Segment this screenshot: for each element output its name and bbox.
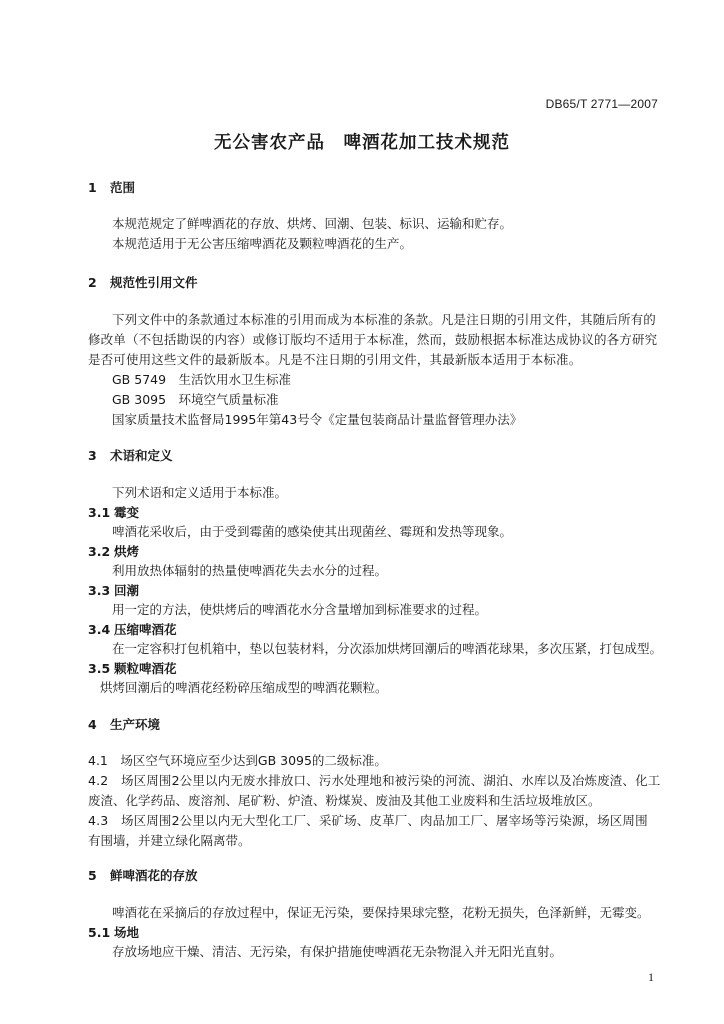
term-title: 压缩啤酒花 <box>114 622 177 637</box>
term-definition: 烘烤回潮后的啤酒花经粉碎压缩成型的啤酒花颗粒。 <box>100 680 388 695</box>
section-title: 规范性引用文件 <box>110 275 198 290</box>
clause-item-line: 有围墙，并建立绿化隔离带。 <box>88 833 251 848</box>
term-number: 3.4 <box>88 622 111 637</box>
term-heading <box>88 661 177 677</box>
term-title: 霉变 <box>114 505 140 520</box>
section-number: 4 <box>88 717 97 732</box>
term-title: 颗粒啤酒花 <box>114 661 177 676</box>
term-heading <box>88 544 139 560</box>
paragraph: 本规范规定了鲜啤酒花的存放、烘烤、回潮、包装、标识、运输和贮存。 <box>112 216 513 231</box>
paragraph-line: 下列文件中的条款通过本标准的引用而成为本标准的条款。凡是注日期的引用文件，其随后所有的 <box>112 312 656 327</box>
clause-item-line: 4.3 场区周围2公里以内无大型化工厂、采矿场、皮革厂、肉品加工厂、屠宰场等污染源，场区周围 <box>88 813 648 828</box>
term-heading <box>88 583 139 599</box>
section-title: 生产环境 <box>110 717 161 732</box>
term-number: 3.5 <box>88 661 111 676</box>
page-number: 1 <box>648 970 654 984</box>
term-title: 回潮 <box>114 583 140 598</box>
section-number: 1 <box>88 180 97 195</box>
subsection-title: 场地 <box>114 925 140 940</box>
section-title: 范围 <box>110 180 136 195</box>
paragraph: 下列术语和定义适用于本标准。 <box>112 485 288 500</box>
term-number: 3.3 <box>88 583 111 598</box>
term-definition: 啤酒花采收后，由于受到霉菌的感染使其出现菌丝、霉斑和发热等现象。 <box>112 524 513 539</box>
standard-number: DB65/T 2771—2007 <box>545 97 658 111</box>
paragraph: 啤酒花在采摘后的存放过程中，保证无污染，要保持果球完整，花粉无损失，色泽新鲜，无霉变。 <box>112 905 650 920</box>
section-4-heading <box>88 717 160 733</box>
term-definition: 利用放热体辐射的热量使啤酒花失去水分的过程。 <box>112 563 388 578</box>
subsection-heading <box>88 925 139 941</box>
clause-item: 4.1 场区空气环境应至少达到GB 3095的二级标准。 <box>88 753 387 768</box>
reference-item: GB 5749 生活饮用水卫生标准 <box>112 372 292 387</box>
section-number: 2 <box>88 275 97 290</box>
term-definition: 在一定容积打包机箱中，垫以包装材料，分次添加烘烤回潮后的啤酒花球果，多次压紧，打包成型。 <box>112 641 663 656</box>
paragraph-line: 是否可使用这些文件的最新版本。凡是不注日期的引用文件，其最新版本适用于本标准。 <box>88 352 582 367</box>
section-number: 5 <box>88 868 97 883</box>
subsection-number: 5.1 <box>88 925 111 940</box>
term-title: 烘烤 <box>114 544 140 559</box>
clause-item-line: 废渣、化学药品、废溶剂、尾矿粉、炉渣、粉煤炭、废油及其他工业废料和生活垃圾堆放区。 <box>88 793 601 808</box>
section-3-heading <box>88 448 173 464</box>
term-heading <box>88 622 177 638</box>
document-title: 无公害农产品 啤酒花加工技术规范 <box>214 133 510 153</box>
term-heading <box>88 505 139 521</box>
clause-item-line: 4.2 场区周围2公里以内无废水排放口、污水处理地和被污染的河流、湖泊、水库以及冶炼废渣、化工 <box>88 773 661 788</box>
reference-item: 国家质量技术监督局1995年第43号令《定量包装商品计量监督管理办法》 <box>112 412 523 427</box>
section-2-heading <box>88 275 198 291</box>
section-title: 鲜啤酒花的存放 <box>110 868 198 883</box>
paragraph-line: 修改单（不包括勘误的内容）或修订版均不适用于本标准，然而，鼓励根据本标准达成协议的各方研究 <box>88 332 658 347</box>
term-number: 3.2 <box>88 544 111 559</box>
section-1-heading <box>88 180 135 196</box>
reference-item: GB 3095 环境空气质量标准 <box>112 392 279 407</box>
paragraph: 本规范适用于无公害压缩啤酒花及颗粒啤酒花的生产。 <box>112 236 413 251</box>
section-number: 3 <box>88 448 97 463</box>
section-5-heading <box>88 868 198 884</box>
term-number: 3.1 <box>88 505 111 520</box>
term-definition: 用一定的方法，使烘烤后的啤酒花水分含量增加到标准要求的过程。 <box>112 602 488 617</box>
paragraph: 存放场地应干燥、清洁、无污染，有保护措施使啤酒花无杂物混入并无阳光直射。 <box>112 944 563 959</box>
section-title: 术语和定义 <box>110 448 173 463</box>
